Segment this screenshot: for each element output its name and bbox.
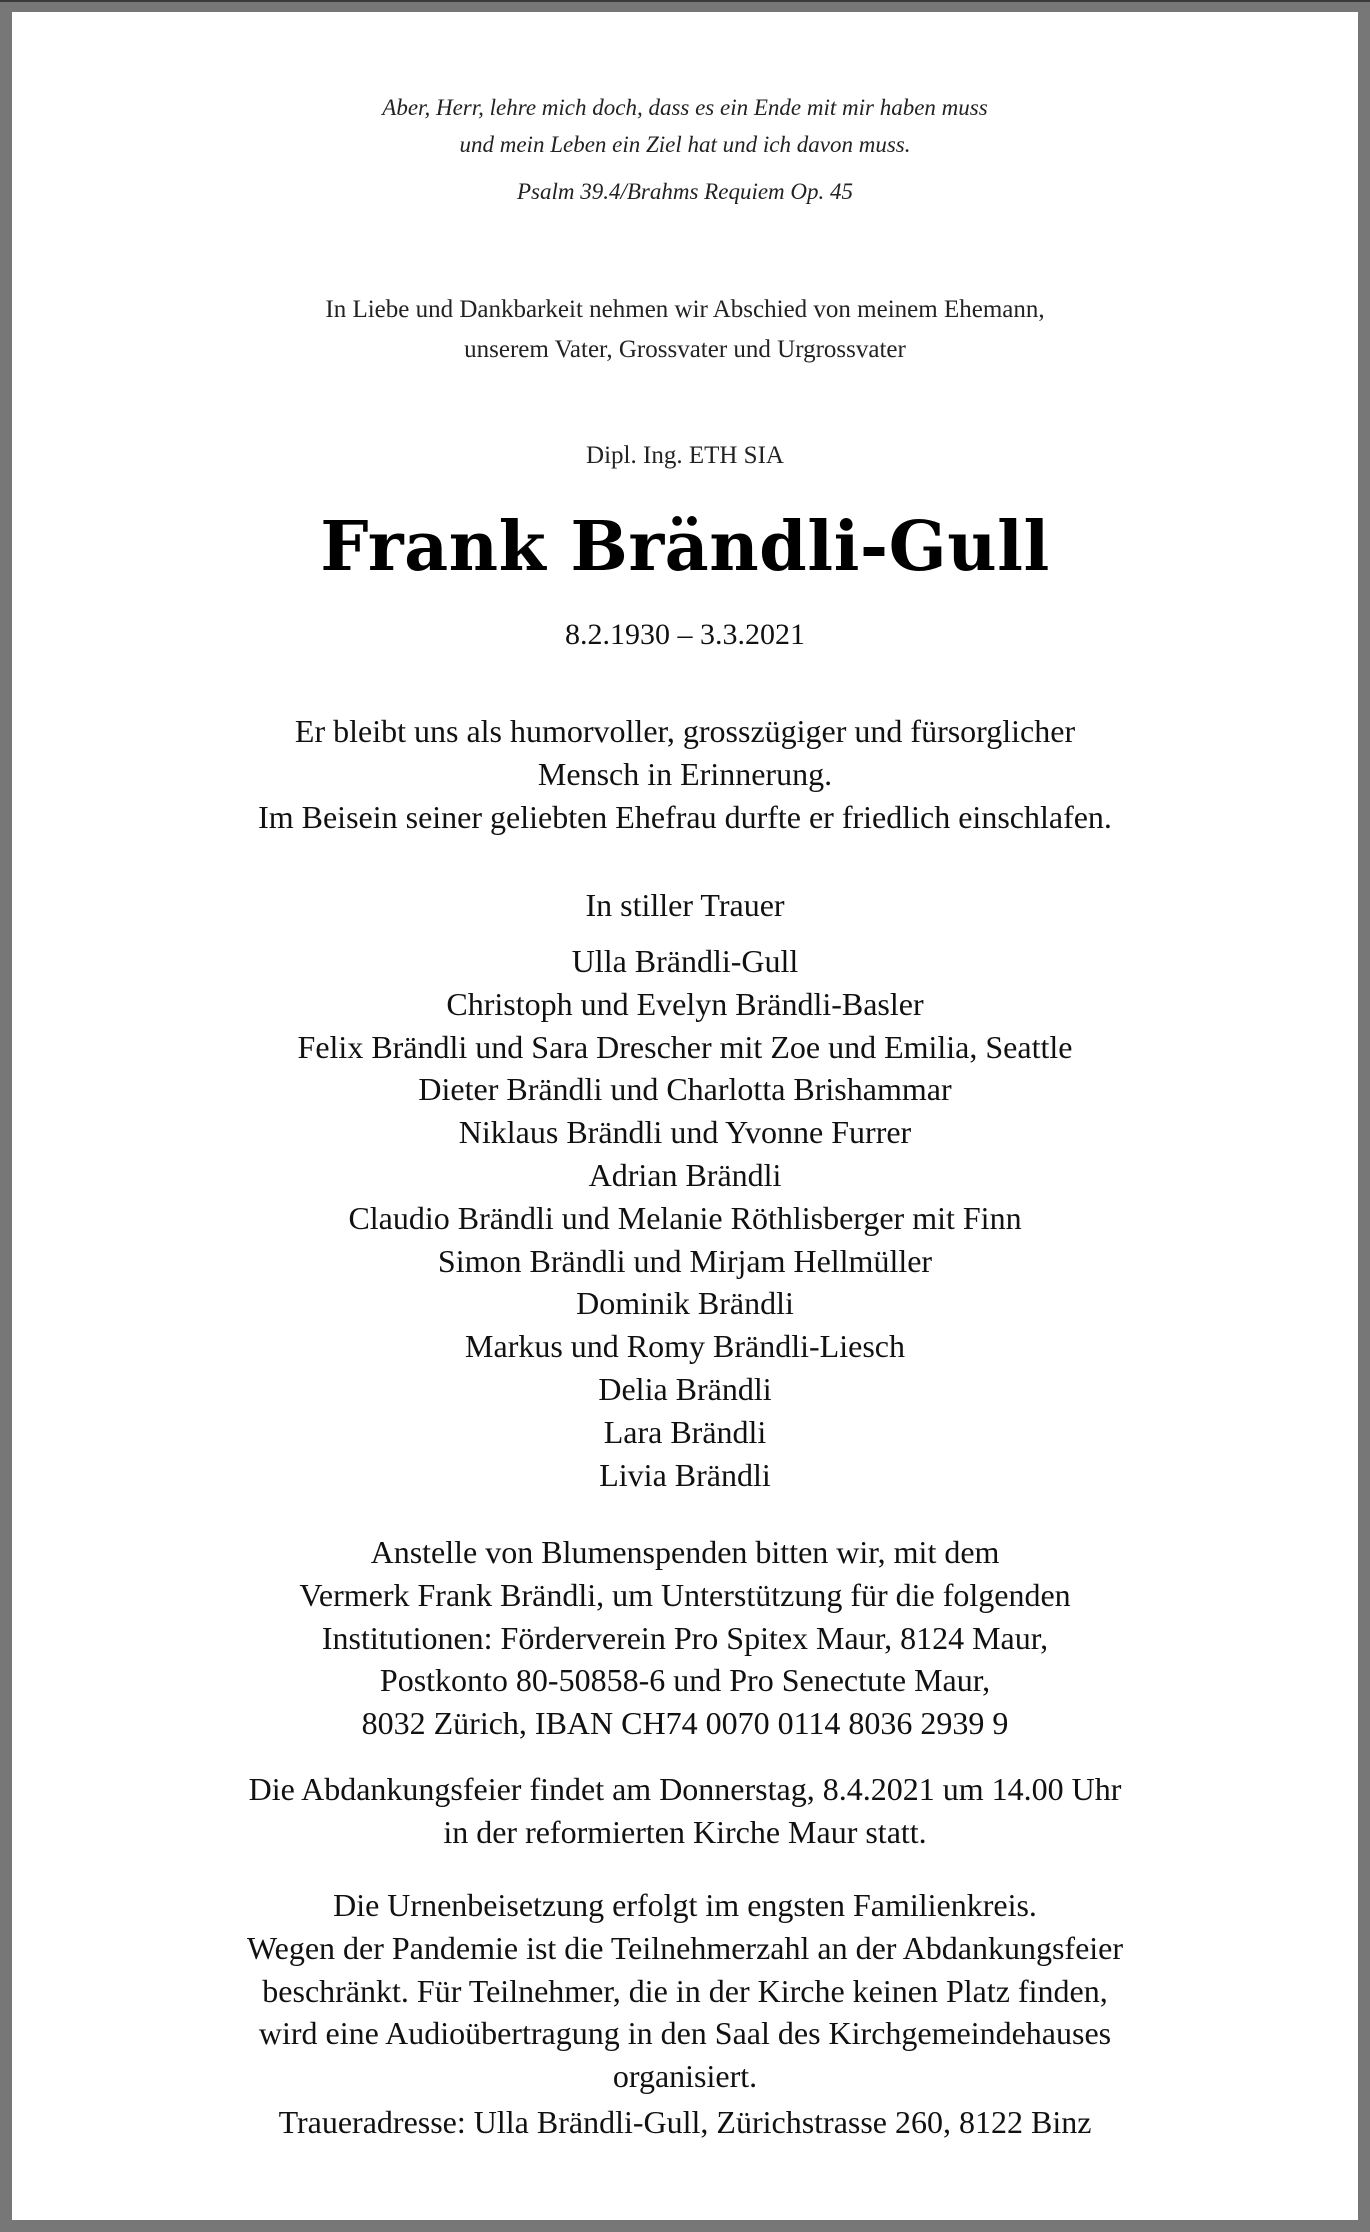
remembrance-line: Im Beisein seiner geliebten Ehefrau durfte er friedlich einschlafen. [258, 798, 1112, 835]
bible-quote [12, 89, 1358, 210]
farewell-intro [12, 290, 1358, 370]
quote-line: Aber, Herr, lehre mich doch, dass es ein Ende mit mir haben muss [382, 95, 988, 120]
top-edge-line [0, 0, 1370, 2]
mourning-heading: In stiller Trauer [585, 887, 785, 923]
burial-line: beschränkt. Für Teilnehmer, die in der Kirche keinen Platz finden, [262, 1972, 1108, 2009]
mourner-name: Adrian Brändli [588, 1156, 782, 1193]
service-line: Die Abdankungsfeier findet am Donnerstag, 8.4.2021 um 14.00 Uhr [248, 1771, 1122, 1807]
mourner-name: Markus und Romy Brändli-Liesch [465, 1328, 905, 1365]
burial-line: wird eine Audioübertragung in den Saal des Kirchgemeindehauses [258, 2015, 1112, 2052]
intro-line: In Liebe und Dankbarkeit nehmen wir Abschied von meinem Ehemann, [325, 296, 1045, 323]
mourner-name: Christoph und Evelyn Brändli-Basler [446, 985, 924, 1022]
mourner-name: Lara Brändli [603, 1413, 767, 1450]
mourner-name: Dieter Brändli und Charlotta Brishammar [418, 1071, 952, 1108]
burial-line: organisiert. [612, 2058, 758, 2095]
donation-notice [12, 1531, 1358, 1745]
burial-line: Die Urnenbeisetzung erfolgt im engsten Familienkreis. [333, 1887, 1037, 1923]
quote-source: Psalm 39.4/Brahms Requiem Op. 45 [516, 179, 854, 204]
deceased-name: Frank Brändli-Gull [320, 507, 1050, 587]
mourner-name: Ulla Brändli-Gull [571, 943, 799, 979]
intro-line: unserem Vater, Grossvater und Urgrossvater [464, 336, 906, 363]
mourner-name: Claudio Brändli und Melanie Röthlisberger mit Finn [348, 1199, 1022, 1236]
life-dates: 8.2.1930 – 3.3.2021 [565, 618, 805, 651]
donation-line: Anstelle von Blumenspenden bitten wir, mit dem [370, 1534, 1000, 1570]
donation-line: Postkonto 80-50858-6 und Pro Senectute Maur, [379, 1662, 991, 1699]
mourner-name: Dominik Brändli [576, 1285, 794, 1322]
burial-notice [12, 1884, 1358, 2098]
mourners-list [12, 940, 1358, 1496]
burial-line: Wegen der Pandemie ist die Teilnehmerzahl an der Abdankungsfeier [246, 1929, 1124, 1966]
remembrance-text [12, 710, 1358, 838]
obituary-page [12, 12, 1358, 2220]
remembrance-line: Mensch in Erinnerung. [537, 755, 833, 792]
academic-title: Dipl. Ing. ETH SIA [586, 442, 784, 469]
mourner-name: Delia Brändli [598, 1370, 772, 1407]
donation-line: Vermerk Frank Brändli, um Unterstützung für die folgenden [299, 1576, 1071, 1613]
donation-line: 8032 Zürich, IBAN CH74 0070 0114 8036 2939 9 [361, 1705, 1009, 1742]
mourner-name: Felix Brändli und Sara Drescher mit Zoe und Emilia, Seattle [297, 1028, 1073, 1065]
mourner-name: Livia Brändli [599, 1456, 771, 1493]
service-line: in der reformierten Kirche Maur statt. [443, 1813, 927, 1850]
mourner-name: Simon Brändli und Mirjam Hellmüller [437, 1242, 933, 1279]
mourner-name: Niklaus Brändli und Yvonne Furrer [458, 1114, 912, 1151]
funeral-service-notice [12, 1768, 1358, 1854]
quote-line: und mein Leben ein Ziel hat und ich davon muss. [459, 132, 911, 157]
mourning-address: Traueradresse: Ulla Brändli-Gull, Zürichstrasse 260, 8122 Binz [278, 2104, 1092, 2140]
donation-line: Institutionen: Förderverein Pro Spitex Maur, 8124 Maur, [321, 1619, 1049, 1656]
remembrance-line: Er bleibt uns als humorvoller, grosszügiger und fürsorglicher [294, 713, 1076, 749]
